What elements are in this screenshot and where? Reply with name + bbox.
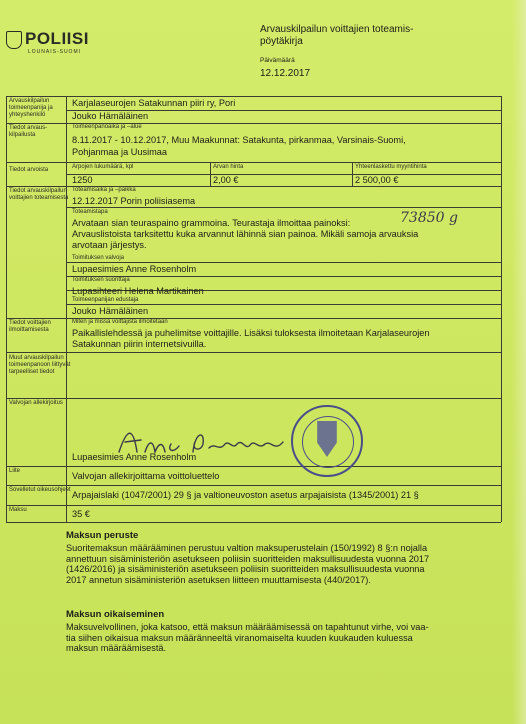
organizer-contact: Jouko Hämäläinen <box>72 111 149 121</box>
organizer-label: Arvauskilpailun toimeenpanija ja yhteyshenkilö <box>9 98 53 118</box>
document-title-line1: Arvauskilpailun voittajien toteamis- <box>260 24 414 35</box>
total-price: 2 500,00 € <box>355 175 399 185</box>
label-column-divider <box>66 96 67 522</box>
cell-divider <box>66 174 501 175</box>
logo-subtext: LOUNAIS-SUOMI <box>28 49 82 55</box>
left-border <box>6 96 7 522</box>
lot-count: 1250 <box>72 175 93 185</box>
period-line1: 8.11.2017 - 10.12.2017, Muu Maakunnat: Satakunta, pirkanmaa, Varsinais-Suomi, <box>72 135 406 145</box>
fee-correction-line: Maksuvelvollinen, joka katsoo, että maksun määräämisessä on tapahtunut virhe, voi vaa- <box>66 622 429 632</box>
cell-divider <box>66 304 501 305</box>
fee-basis-line: annettuun sisäministeriön asetukseen poliisin suoritteiden maksullisuudesta vuonna 2017 <box>66 553 430 564</box>
cell-divider <box>66 276 501 277</box>
row-divider <box>6 398 501 399</box>
representative-caption: Toimeenpanijan edustaja <box>72 297 139 303</box>
supervisor-value: Lupaesimies Anne Rosenholm <box>72 264 197 274</box>
row-divider <box>6 466 501 467</box>
method-line1: Arvataan sian teuraspaino grammoina. Teurastaja ilmoittaa painoksi: <box>72 218 351 228</box>
row-divider <box>6 352 501 353</box>
law-label: Sovelletut oikeusohjeet <box>9 487 71 493</box>
fee-correction-line: tia siihen oikaisua maksun määränneeltä viranomaiselta kuuden kuukauden kuluessa <box>66 632 413 643</box>
appendix-label: Liite <box>9 468 21 474</box>
other-info-label: Muut arvauskilpailun toimeenpanoon liittyvät tarpeelliset tiedot <box>9 355 71 375</box>
row-divider <box>6 505 501 506</box>
cell-divider-v <box>352 162 353 186</box>
lot-count-caption: Arpojen lukumäärä, kpl <box>72 164 134 170</box>
police-badge-icon <box>6 31 22 49</box>
executor-caption: Toimituksen suorittaja <box>72 277 130 283</box>
contest-label: Tiedot arvaus-kilpailusta <box>9 125 48 138</box>
organizer-name: Karjalaseurojen Satakunnan piiri ry, Pori <box>72 98 236 108</box>
police-logo <box>6 29 89 55</box>
row-divider <box>6 522 501 523</box>
logo-text: POLIISI <box>25 29 89 48</box>
date-label: Päivämäärä <box>260 57 295 64</box>
fee-correction-line: maksun määräämisestä. <box>66 643 167 654</box>
notify-line2: Satakunnan piirin internetsivuilla. <box>72 339 207 349</box>
notify-line1: Paikallislehdessä ja puhelimitse voittajille. Lisäksi tuloksesta ilmoitetaan Karjalaseurojen <box>72 328 430 338</box>
method-line2: Arvauslistoista tarksitettu kuka arvannut lähinnä sian painoa. Mikäli samoja arvauksia <box>72 229 419 239</box>
fee-basis-text <box>66 543 496 585</box>
executor-value: Lupasihteeri Helena Martikainen <box>72 286 204 296</box>
lot-price: 2,00 € <box>213 175 239 185</box>
fee-basis-line: 2017 annetun sisäministeriön asetuksen liitteen muuttamisesta (440/2017). <box>66 574 371 585</box>
fee-basis-line: Suoritemaksun määrääminen perustuu valtion maksuperustelain (150/1992) 8 §:n nojalla <box>66 543 428 553</box>
document-title <box>260 24 450 48</box>
document-title-line2: pöytäkirja <box>260 36 303 47</box>
fee-correction-text <box>66 622 496 654</box>
row-divider <box>6 96 501 97</box>
supervisor-caption: Toimituksen valvoja <box>72 255 125 261</box>
method-caption: Toteamistapa <box>72 209 108 215</box>
appendix-value: Valvojan allekirjoittama voittoluettelo <box>72 471 220 481</box>
fee-basis-line: (1426/2016) ja sisäministeriön asetukseen poliisin suoritteiden maksullisuudesta vuonna <box>66 564 425 575</box>
fee-correction-title: Maksun oikaiseminen <box>66 609 165 620</box>
representative-value: Jouko Hämäläinen <box>72 306 149 316</box>
row-divider <box>6 162 501 163</box>
place-value: 12.12.2017 Porin poliisiasema <box>72 196 196 206</box>
method-line3: arvotaan järjestys. <box>72 240 147 250</box>
law-value: Arpajaislaki (1047/2001) 29 § ja valtioneuvoston asetus arpajaisista (1345/2001) 21 § <box>72 490 419 500</box>
row-divider <box>6 485 501 486</box>
page-edge <box>512 0 526 724</box>
supervisor-name-print: Lupaesimies Anne Rosenholm <box>72 452 197 462</box>
notify-label: Tiedot voittajien ilmoittamisesta <box>9 320 51 333</box>
cell-divider-v <box>210 162 211 186</box>
cell-divider <box>66 262 501 263</box>
lot-price-caption: Arvan hinta <box>213 164 244 170</box>
total-caption: Yhteenlaskettu myyntihinta <box>355 164 427 170</box>
lots-label: Tiedot arvoista <box>9 167 49 173</box>
fee-basis-title: Maksun peruste <box>66 530 139 541</box>
right-border <box>501 96 502 522</box>
fee-label: Maksu <box>9 507 27 513</box>
period-caption: Toimeenpanoaika ja –alue <box>72 124 142 130</box>
results-label: Tiedot arvauskilpailun voittajien toteamisesta <box>9 188 69 201</box>
fee-value: 35 € <box>72 509 90 519</box>
signature-label: Valvojan allekirjoitus <box>9 400 63 406</box>
police-stamp <box>291 405 363 477</box>
notify-caption: Miten ja missä voittajista ilmoitetaan <box>72 319 168 325</box>
place-caption: Toteamisaika ja –paikka <box>72 187 136 193</box>
cell-divider <box>66 207 501 208</box>
date-value: 12.12.2017 <box>260 68 311 79</box>
period-line2: Pohjanmaa ja Uusimaa <box>72 147 167 157</box>
handwritten-weight: 73850 g <box>400 210 458 226</box>
